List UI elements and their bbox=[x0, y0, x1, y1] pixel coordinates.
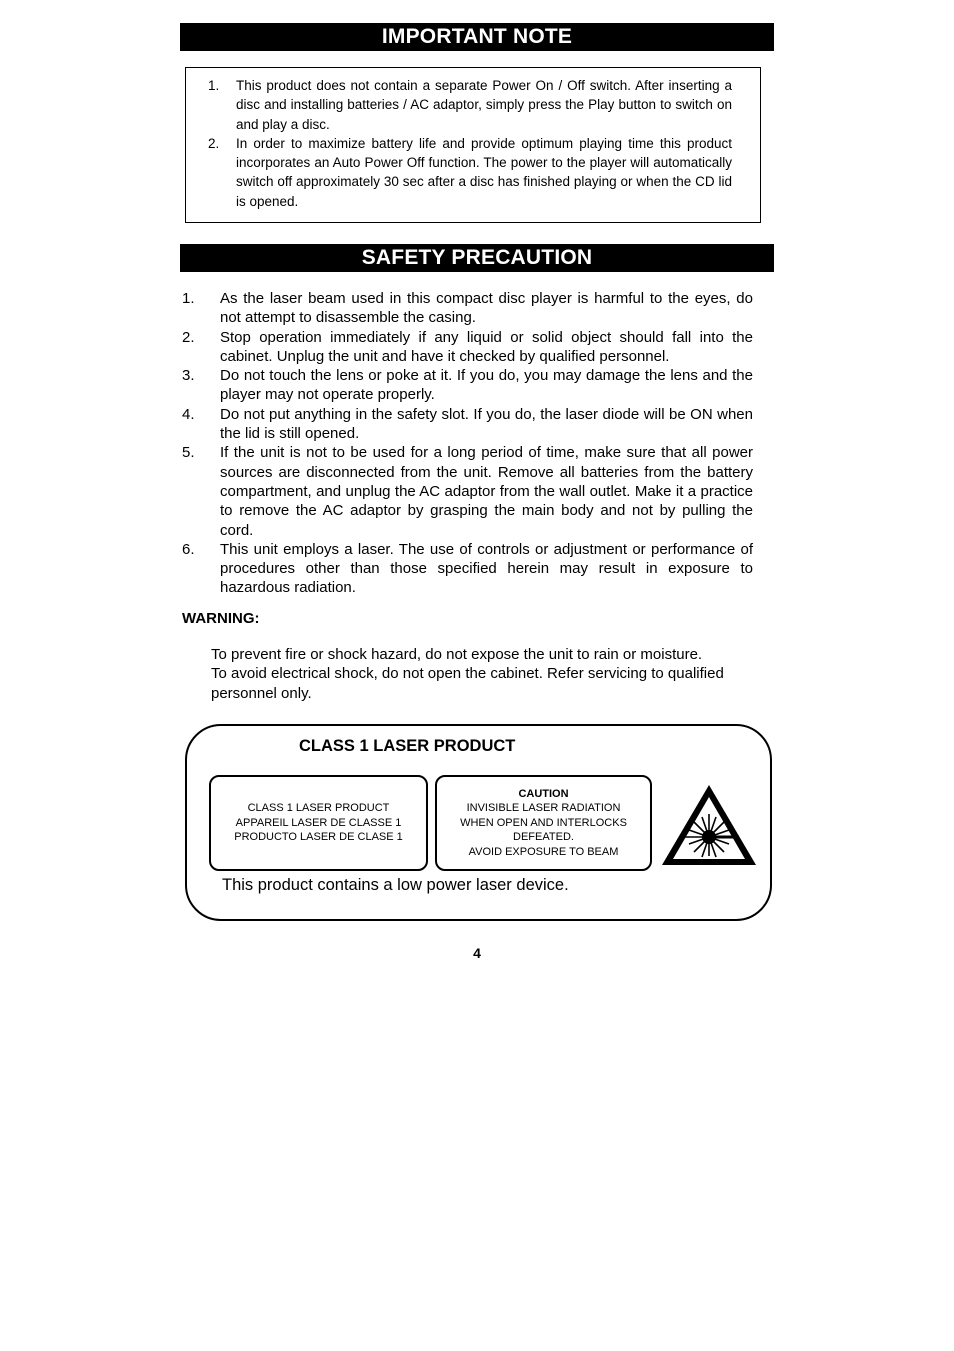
class1-label-line: PRODUCTO LASER DE CLASE 1 bbox=[234, 831, 403, 844]
safety-item-text: Do not put anything in the safety slot. If you do, the laser diode will be ON when the lid is still opened. bbox=[220, 405, 753, 443]
caution-label bbox=[435, 775, 652, 871]
important-note-box bbox=[185, 67, 761, 223]
laser-panel-heading: CLASS 1 LASER PRODUCT bbox=[299, 737, 516, 755]
caution-label-line: DEFEATED. bbox=[513, 831, 574, 844]
warning-text bbox=[211, 645, 756, 703]
class1-label bbox=[209, 775, 428, 871]
safety-item-text: Stop operation immediately if any liquid or solid object should fall into the cabinet. Unplug the unit and have it checked by qualified personnel. bbox=[220, 328, 753, 365]
note-item-text: In order to maximize battery life and provide optimum playing time this product incorporates an Auto Power Off function. The power to the player will automatically switch off approximately 30 sec after a disc has finished playing or when the CD lid is opened. bbox=[236, 135, 732, 209]
note-item-text: This product does not contain a separate Power On / Off switch. After inserting a disc and installing batteries / AC adaptor, simply press the Play button to switch on and play a disc. bbox=[236, 78, 732, 132]
safety-item bbox=[182, 443, 753, 539]
caution-label-line: AVOID EXPOSURE TO BEAM bbox=[468, 845, 619, 858]
note-item bbox=[208, 134, 732, 211]
caution-label-title: CAUTION bbox=[518, 787, 569, 800]
safety-item-number: 4. bbox=[182, 405, 195, 423]
safety-item-text: This unit employs a laser. The use of controls or adjustment or performance of procedures other than those specified herein may result in exposure to hazardous radiation. bbox=[220, 540, 753, 597]
class1-label-line: APPAREIL LASER DE CLASSE 1 bbox=[235, 816, 402, 829]
safety-item bbox=[182, 328, 753, 367]
safety-item-number: 6. bbox=[182, 540, 195, 558]
laser-panel-footer: This product contains a low power laser device. bbox=[222, 876, 569, 894]
safety-item-text: Do not touch the lens or poke at it. If you do, you may damage the lens and the player may not operate properly. bbox=[220, 367, 753, 404]
important-note-list bbox=[208, 76, 732, 211]
caution-label-line: INVISIBLE LASER RADIATION bbox=[466, 802, 621, 815]
warning-line-2: To avoid electrical shock, do not open the cabinet. Refer servicing to qualified personnel only. bbox=[211, 665, 724, 702]
safety-item bbox=[182, 540, 753, 598]
safety-item-number: 5. bbox=[182, 444, 195, 462]
safety-item-number: 3. bbox=[182, 367, 195, 385]
caution-label-line: WHEN OPEN AND INTERLOCKS bbox=[460, 816, 627, 829]
safety-item-text: If the unit is not to be used for a long period of time, make sure that all power sources are disconnected from the unit. Remove all batteries from the battery compartment, and unplug the AC adaptor from the wall outlet. Make it a practice to remove the AC adaptor by grasping the main body and not by pulling the cord. bbox=[220, 444, 753, 539]
note-item-number: 2. bbox=[208, 135, 220, 151]
warning-line-1: To prevent fire or shock hazard, do not expose the unit to rain or moisture. bbox=[211, 646, 703, 663]
note-item bbox=[208, 76, 732, 134]
laser-warning-icon bbox=[659, 782, 759, 868]
class1-label-line: CLASS 1 LASER PRODUCT bbox=[247, 802, 390, 815]
safety-item-number: 2. bbox=[182, 328, 195, 346]
warning-title: WARNING: bbox=[182, 610, 260, 627]
safety-item bbox=[182, 289, 753, 328]
important-note-heading: IMPORTANT NOTE bbox=[180, 23, 774, 51]
safety-item bbox=[182, 366, 753, 405]
note-item-number: 1. bbox=[208, 78, 220, 93]
page-number: 4 bbox=[473, 945, 481, 961]
safety-precaution-heading: SAFETY PRECAUTION bbox=[180, 244, 774, 272]
safety-item-text: As the laser beam used in this compact disc player is harmful to the eyes, do not attempt to disassemble the casing. bbox=[220, 290, 753, 327]
safety-list bbox=[182, 289, 753, 598]
safety-item-number: 1. bbox=[182, 290, 195, 307]
laser-label-panel bbox=[185, 724, 772, 921]
safety-item bbox=[182, 405, 753, 444]
